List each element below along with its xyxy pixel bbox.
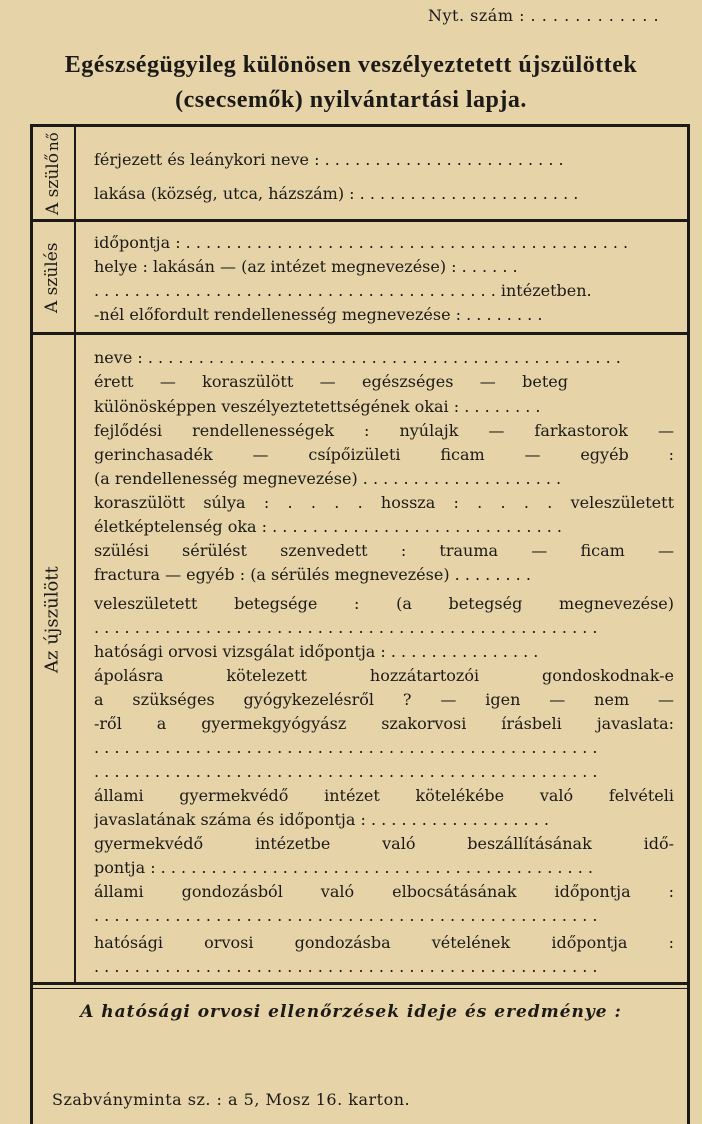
section-label-newborn: Az újszülött — [41, 566, 63, 674]
birth-date-line: időpontja : . . . . . . . . . . . . . . . . . . . . . . . . . . . . . . . . . . . . . . . . . . . . — [94, 233, 629, 252]
newborn-line: . . . . . . . . . . . . . . . . . . . . . . . . . . . . . . . . . . . . . . . . . . . . . . . . . . — [94, 906, 598, 925]
newborn-line: . . . . . . . . . . . . . . . . . . . . . . . . . . . . . . . . . . . . . . . . . . . . . . . . . . — [94, 618, 598, 637]
newborn-line: . . . . . . . . . . . . . . . . . . . . . . . . . . . . . . . . . . . . . . . . . . . . . . . . . . — [94, 957, 598, 976]
frame-top-rule — [30, 124, 690, 127]
section-divider-birth — [30, 332, 690, 335]
newborn-line: fractura — egyéb : (a sérülés megnevezése) . . . . . . . . — [94, 565, 531, 584]
form-standard-id: Szabványminta sz. : a 5, Mosz 16. karton. — [52, 1090, 411, 1109]
newborn-line: koraszülött súlya : . . . . hossza : . . . . veleszületett — [94, 493, 674, 512]
newborn-line: veleszületett betegsége : (a betegség megnevezése) — [94, 594, 674, 613]
form-title-line-2: (csecsemők) nyilvántartási lapja. — [175, 87, 527, 113]
newborn-line: állami gondozásból való elbocsátásának időpontja : — [94, 882, 674, 901]
newborn-line: gerinchasadék — csípőizületi ficam — egyéb : — [94, 445, 674, 464]
newborn-line: . . . . . . . . . . . . . . . . . . . . . . . . . . . . . . . . . . . . . . . . . . . . . . . . . . — [94, 762, 598, 781]
section-label-birth: A szülés — [42, 242, 62, 314]
birth-abnormality-line: -nél előfordult rendellenesség megnevezése : . . . . . . . . — [94, 305, 543, 324]
newborn-line: állami gyermekvédő intézet kötelékébe való felvételi — [94, 786, 674, 805]
section-divider-newborn — [30, 982, 690, 985]
newborn-line: ápolásra kötelezett hozzátartozói gondoskodnak-e — [94, 666, 674, 685]
section-label-mother-line1: A szülő — [43, 153, 63, 216]
frame-left-rule — [30, 124, 33, 1124]
newborn-line: szülési sérülést szenvedett : trauma — ficam — — [94, 541, 674, 560]
newborn-line: életképtelenség oka : . . . . . . . . . . . . . . . . . . . . . . . . . . . . . — [94, 517, 563, 536]
section-label-mother — [34, 132, 72, 216]
mother-name-line: férjezett és leánykori neve : . . . . . . . . . . . . . . . . . . . . . . . . — [94, 150, 564, 169]
section-divider-newborn-thin — [30, 988, 690, 989]
newborn-line: neve : . . . . . . . . . . . . . . . . . . . . . . . . . . . . . . . . . . . . . . . . . . . . . . . — [94, 348, 621, 367]
newborn-line: (a rendellenesség megnevezése) . . . . . . . . . . . . . . . . . . . . — [94, 469, 562, 488]
checks-heading: A hatósági orvosi ellenőrzések ideje és eredménye : — [80, 1002, 622, 1022]
registry-number-field: Nyt. szám : . . . . . . . . . . . . — [428, 6, 660, 25]
form-title-line-1: Egészségügyileg különösen veszélyeztetett újszülöttek — [64, 52, 638, 78]
mother-address-line: lakása (község, utca, házszám) : . . . . . . . . . . . . . . . . . . . . . . — [94, 184, 579, 203]
newborn-line: javaslatának száma és időpontja : . . . . . . . . . . . . . . . . . . — [94, 810, 549, 829]
newborn-line: hatósági orvosi gondozásba vételének időpontja : — [94, 933, 674, 952]
newborn-line: hatósági orvosi vizsgálat időpontja : . . . . . . . . . . . . . . . — [94, 642, 539, 661]
section-label-mother-line2: nő — [44, 132, 62, 152]
newborn-line: gyermekvédő intézetbe való beszállításának idő- — [94, 834, 674, 853]
newborn-line: fejlődési rendellenességek : nyúlajk — farkastorok — — [94, 421, 674, 440]
newborn-line: pontja : . . . . . . . . . . . . . . . . . . . . . . . . . . . . . . . . . . . . . . . . . . . — [94, 858, 593, 877]
label-column-divider — [74, 127, 76, 982]
newborn-line: érett — koraszülött — egészséges — beteg — [94, 372, 568, 391]
newborn-line: -ről a gyermekgyógyász szakorvosi írásbeli javaslata: — [94, 714, 674, 733]
newborn-line: . . . . . . . . . . . . . . . . . . . . . . . . . . . . . . . . . . . . . . . . . . . . . . . . . . — [94, 738, 598, 757]
newborn-line: a szükséges gyógykezelésről ? — igen — nem — — [94, 690, 674, 709]
newborn-line: különösképpen veszélyeztetettségének okai : . . . . . . . . — [94, 397, 541, 416]
birth-institution-line: . . . . . . . . . . . . . . . . . . . . . . . . . . . . . . . . . . . . . . . . intézetben. — [94, 281, 592, 300]
frame-right-rule — [687, 124, 690, 1124]
birth-place-line: helye : lakásán — (az intézet megnevezése) : . . . . . . — [94, 257, 518, 276]
section-divider-mother — [30, 219, 690, 222]
